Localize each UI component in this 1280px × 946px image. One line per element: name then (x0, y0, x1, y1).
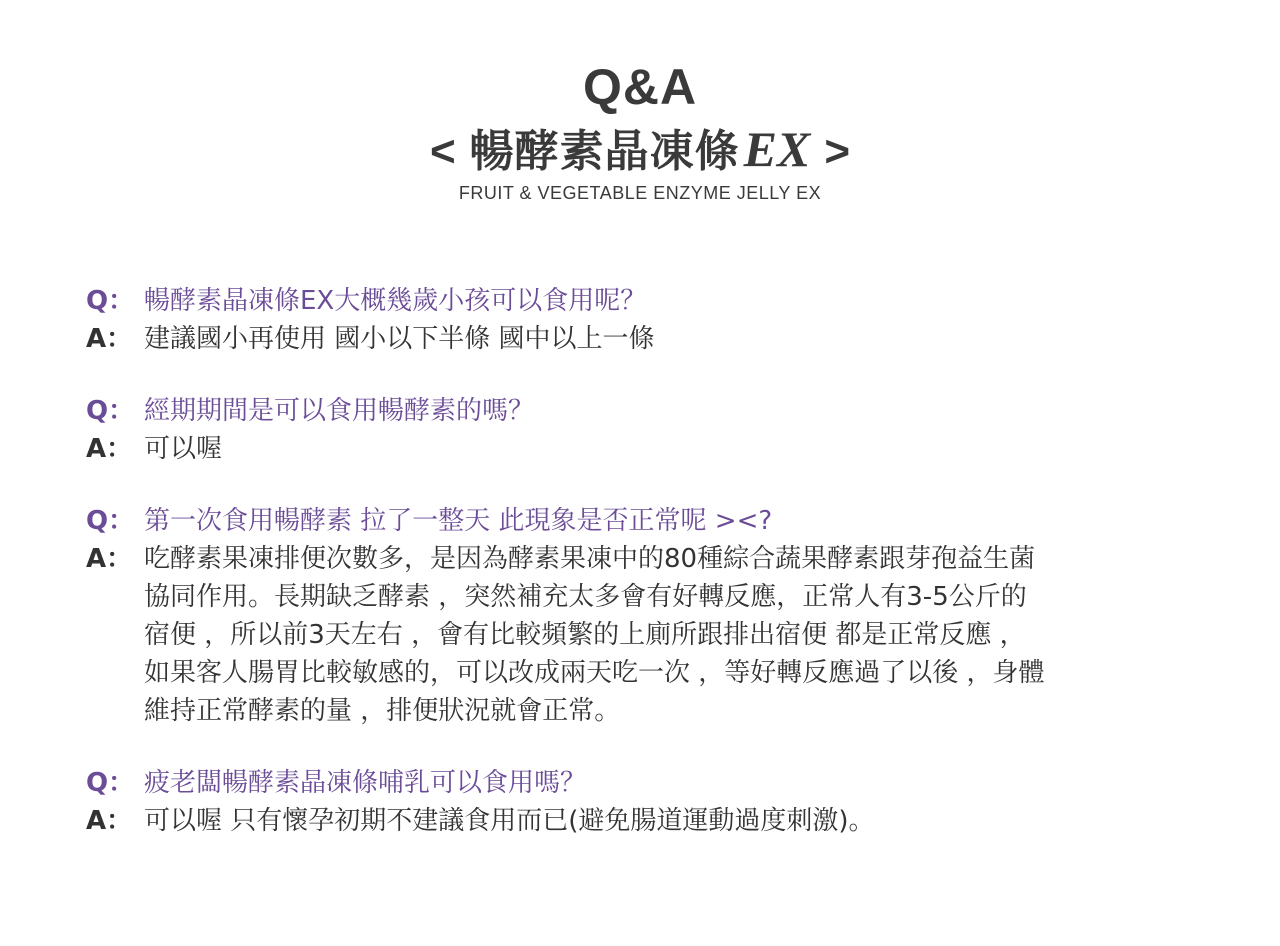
question-prefix: Q： (86, 396, 135, 426)
answer-text: 建議國小再使用 國小以下半條 國中以上一條 (144, 324, 655, 354)
answer-prefix: A： (86, 434, 133, 464)
answer-line (86, 430, 1226, 468)
answer-line (86, 540, 1226, 730)
qa-item (86, 502, 1226, 730)
english-product-name: FRUIT & VEGETABLE ENZYME JELLY EX (458, 183, 822, 203)
qa-item (86, 392, 1226, 468)
product-suffix: EX (743, 121, 811, 177)
answer-text: 可以喔 只有懷孕初期不建議食用而已(避免腸道運動過度刺激)。 (144, 806, 875, 836)
question-prefix: Q： (86, 506, 135, 536)
question-prefix: Q： (86, 286, 135, 316)
product-name: 暢酵素晶凍條 (469, 126, 740, 177)
right-bracket: > (824, 127, 851, 176)
question-text: 經期期間是可以食用暢酵素的嗎？ (144, 396, 535, 426)
answer-line (86, 802, 1226, 840)
answer-line (86, 320, 1226, 358)
answer-text: 吃酵素果凍排便次數多，是因為酵素果凍中的80種綜合蔬果酵素跟芽孢益生菌 協同作用。長期缺乏酵素 ，突然補充太多會有好轉反應，正常人有3-5公斤的 宿便 ，所以前3天左右 ，會有比較頻繁的上廁所跟排出宿便 都是正常反應 ， 如果客人腸胃比較敏感的，可以改成兩天吃一次 ，等好轉反應過了以後 ，身體 維持正常酵素的量 ，排便狀況就會正常。 (144, 544, 1045, 726)
left-bracket: < (429, 127, 456, 176)
question-text: 疲老闆暢酵素晶凍條哺乳可以食用嗎？ (144, 768, 587, 798)
product-title (416, 120, 864, 181)
answer-prefix: A： (86, 806, 133, 836)
answer-prefix: A： (86, 324, 133, 354)
question-text: 暢酵素晶凍條EX大概幾歲小孩可以食用呢？ (144, 286, 647, 316)
answer-prefix: A： (86, 544, 133, 574)
page-title: Q&A (582, 59, 698, 115)
question-line (86, 282, 1226, 320)
qa-item (86, 764, 1226, 840)
question-prefix: Q： (86, 768, 135, 798)
qa-item (86, 282, 1226, 358)
question-line (86, 392, 1226, 430)
answer-text: 可以喔 (144, 434, 223, 464)
qa-list (86, 282, 1226, 874)
page-header (0, 56, 1280, 204)
question-text: 第一次食用暢酵素 拉了一整天 此現象是否正常呢 ><? (144, 506, 773, 536)
question-line (86, 502, 1226, 540)
question-line (86, 764, 1226, 802)
